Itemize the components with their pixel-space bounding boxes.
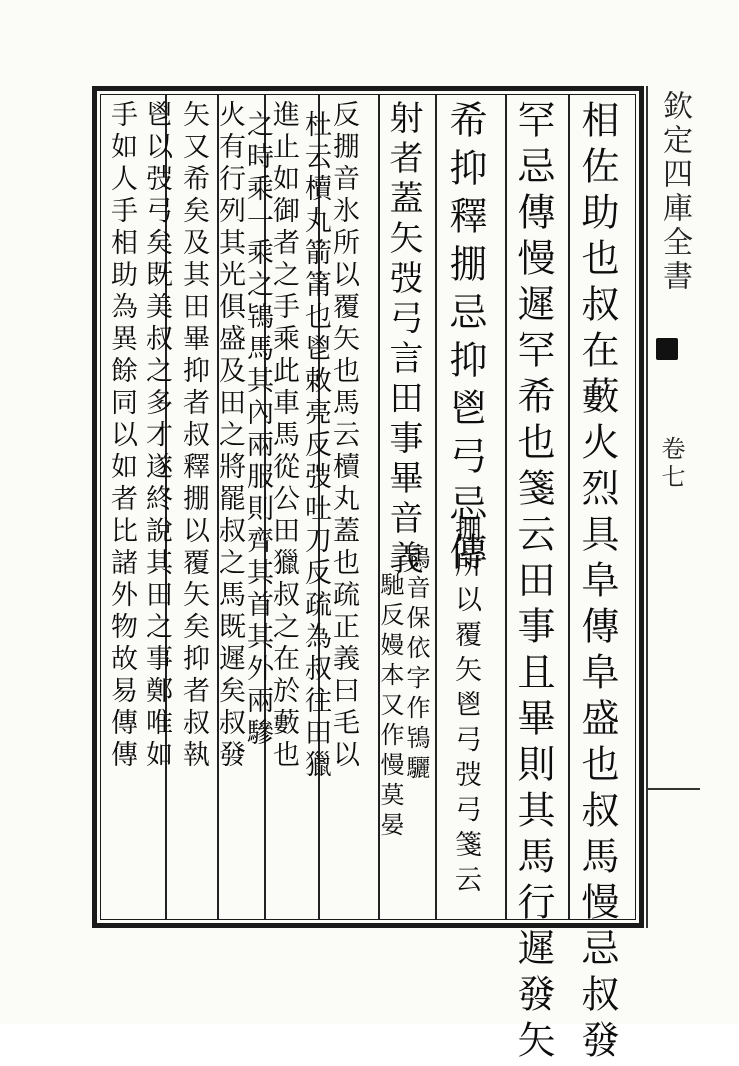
fish-tail-mark-icon <box>656 338 678 360</box>
text-column-4: 射者蓋矢弢弓言田事畢音義 <box>383 100 423 580</box>
text-column-10: 矢又希矣及其田畢抑者叔釋掤以覆矢矣抑者叔執 <box>178 100 209 772</box>
text-column-11: 鬯以弢弓矣既美叔之多才遂終說其田之事鄭唯如 <box>141 100 172 772</box>
text-column-7: 進止如御者之手乘此車馬從公田獵叔之在於藪也 <box>268 100 299 772</box>
text-column-12: 手如人手相助為異餘同以如者比諸外物故易傳傳 <box>106 100 137 772</box>
text-column-8: 之時乘一乘之鴇馬其內兩服則齊其首其外兩驂 <box>242 110 273 750</box>
column-rule <box>505 95 507 919</box>
margin-volume-label: 卷七 <box>657 436 685 492</box>
column-rule <box>568 95 570 919</box>
fore-edge-rule <box>646 86 648 928</box>
margin-book-title: 欽定四庫全書 <box>657 90 692 294</box>
text-column-6: 杜云櫝丸箭筩也鬯敕亮反弢吐刀反疏為叔往田獵 <box>300 110 331 782</box>
text-column-5: 反掤音氷所以覆矢也馬云櫝丸蓋也疏正義曰毛以 <box>328 100 359 772</box>
text-column-3: 希抑釋掤忌抑鬯弓忌傳 <box>443 100 487 580</box>
text-column-2: 罕忌傳慢遲罕希也箋云田事且畢則其馬行遲發矢 <box>511 100 555 1066</box>
text-column-9: 火有行列其光俱盛及田之將罷叔之馬既遲矣叔發 <box>214 100 245 772</box>
margin-rule <box>648 788 700 790</box>
text-column-4-sub-b: 馳反嫚本又作慢莫晏 <box>376 572 404 842</box>
text-column-3-note: 掤所以覆矢鬯弓弢弓箋云 <box>450 515 481 900</box>
text-column-1: 相佐助也叔在藪火烈具阜傳阜盛也叔馬慢忌叔發 <box>575 100 619 1066</box>
column-rule <box>435 95 437 919</box>
text-column-4-sub-a: 鴇音保依字作鴇驪 <box>402 545 430 785</box>
